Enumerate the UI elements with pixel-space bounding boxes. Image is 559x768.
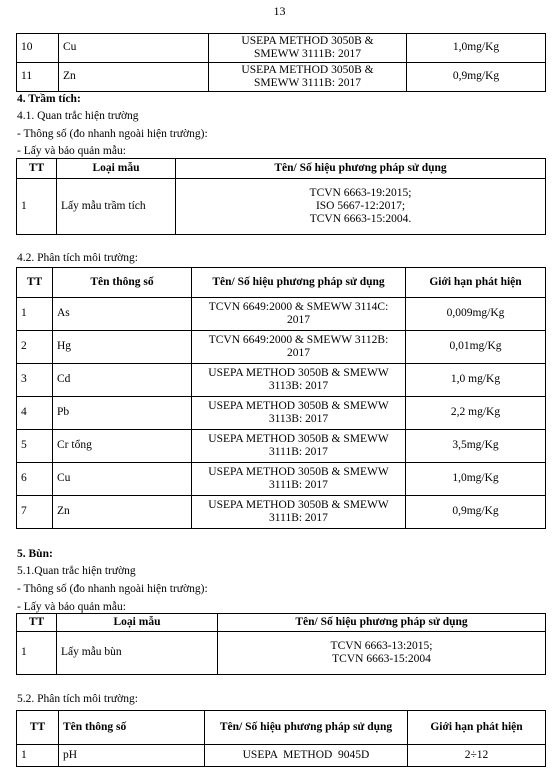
limit-cell: 1,0 mg/Kg bbox=[406, 364, 546, 397]
limit-cell: 0,9mg/Kg bbox=[407, 63, 546, 92]
tt-cell: 6 bbox=[17, 463, 53, 496]
section5-heading: 5. Bùn: bbox=[17, 548, 53, 560]
method-cell bbox=[209, 34, 407, 63]
header-param: Tên thông số bbox=[59, 711, 205, 745]
table-row bbox=[17, 463, 546, 496]
method-line: TCVN 6663-15:2004. bbox=[309, 213, 412, 226]
header-tt: TT bbox=[17, 711, 59, 745]
method-line: TCVN 6649:2000 & SMEWW 3112B: bbox=[208, 333, 389, 346]
header-limit: Giới hạn phát hiện bbox=[406, 268, 546, 298]
page-number: 13 bbox=[273, 4, 286, 18]
table-row bbox=[17, 179, 546, 235]
method-cell bbox=[209, 63, 407, 92]
section4-item2: - Lấy và bảo quản mẫu: bbox=[17, 145, 126, 157]
section4-heading: 4. Trầm tích: bbox=[17, 93, 81, 105]
header-sample-type: Loại mẫu bbox=[57, 614, 218, 632]
table-row bbox=[17, 34, 546, 63]
table-row bbox=[17, 496, 546, 529]
section5-analysis-table bbox=[16, 710, 546, 767]
table-row bbox=[17, 632, 546, 675]
method-line: 3113B: 2017 bbox=[268, 413, 329, 425]
tt-cell: 1 bbox=[17, 298, 53, 331]
method-line: TCVN 6663-13:2015; bbox=[330, 639, 433, 652]
tt-cell: 1 bbox=[17, 179, 57, 235]
table-row bbox=[17, 63, 546, 92]
section4-sub2: 4.2. Phân tích môi trường: bbox=[17, 252, 138, 264]
header-limit: Giới hạn phát hiện bbox=[408, 711, 546, 745]
header-tt: TT bbox=[17, 159, 57, 179]
method-line: TCVN 6663-15:2004 bbox=[332, 653, 431, 665]
table-row bbox=[17, 745, 546, 767]
param-cell: Cd bbox=[53, 364, 192, 397]
section5-sub2: 5.2. Phân tích môi trường: bbox=[17, 693, 138, 705]
header-method: Tên/ Số hiệu phương pháp sử dụng bbox=[192, 268, 406, 298]
param-cell: Zn bbox=[59, 63, 209, 92]
method-cell: USEPA METHOD 9045D bbox=[205, 745, 408, 767]
method-cell bbox=[192, 397, 406, 430]
limit-cell: 0,01mg/Kg bbox=[406, 331, 546, 364]
method-cell bbox=[192, 364, 406, 397]
tt-cell: 10 bbox=[17, 34, 59, 63]
method-cell bbox=[192, 463, 406, 496]
sample-type-cell: Lấy mẫu bùn bbox=[57, 632, 218, 675]
header-method: Tên/ Số hiệu phương pháp sử dụng bbox=[218, 614, 546, 632]
section4-sub1: 4.1. Quan trắc hiện trường bbox=[17, 110, 139, 122]
method-cell bbox=[192, 331, 406, 364]
limit-cell: 0,9mg/Kg bbox=[406, 496, 546, 529]
method-line: 2017 bbox=[287, 347, 310, 359]
section5-item2: - Lấy và bảo quản mẫu: bbox=[17, 601, 126, 613]
method-line: 3111B: 2017 bbox=[269, 512, 328, 524]
limit-cell: 1,0mg/Kg bbox=[406, 463, 546, 496]
header-tt: TT bbox=[17, 268, 53, 298]
limit-cell: 2÷12 bbox=[408, 745, 546, 767]
param-cell: Zn bbox=[53, 496, 192, 529]
method-line: 3111B: 2017 bbox=[269, 479, 328, 491]
header-tt: TT bbox=[17, 614, 57, 632]
section5-sampling-table bbox=[16, 613, 546, 675]
table-header-row bbox=[17, 159, 546, 179]
top-table bbox=[16, 33, 546, 92]
header-method: Tên/ Số hiệu phương pháp sử dụng bbox=[205, 711, 408, 745]
tt-cell: 1 bbox=[17, 632, 57, 675]
table-header-row bbox=[17, 711, 546, 745]
method-line: USEPA METHOD 3050B & SMEWW bbox=[208, 432, 389, 445]
method-line: USEPA METHOD 3050B & bbox=[241, 34, 374, 47]
method-line: USEPA METHOD 3050B & SMEWW bbox=[208, 465, 389, 478]
method-cell bbox=[192, 430, 406, 463]
table-row bbox=[17, 298, 546, 331]
param-cell: Hg bbox=[53, 331, 192, 364]
param-cell: As bbox=[53, 298, 192, 331]
param-cell: pH bbox=[59, 745, 205, 767]
method-line: USEPA METHOD 3050B & SMEWW bbox=[208, 498, 389, 511]
method-line: 3111B: 2017 bbox=[269, 446, 328, 458]
tt-cell: 5 bbox=[17, 430, 53, 463]
tt-cell: 2 bbox=[17, 331, 53, 364]
header-method: Tên/ Số hiệu phương pháp sử dụng bbox=[176, 159, 546, 179]
param-cell: Pb bbox=[53, 397, 192, 430]
param-cell: Cu bbox=[59, 34, 209, 63]
table-header-row bbox=[17, 268, 546, 298]
method-cell bbox=[192, 298, 406, 331]
method-line: USEPA METHOD 3050B & SMEWW bbox=[208, 366, 389, 379]
method-cell bbox=[218, 632, 546, 675]
table-row bbox=[17, 430, 546, 463]
table-row bbox=[17, 397, 546, 430]
tt-cell: 4 bbox=[17, 397, 53, 430]
section5-item1: - Thông số (đo nhanh ngoài hiện trường): bbox=[17, 583, 208, 595]
method-line: ISO 5667-12:2017; bbox=[315, 199, 406, 212]
method-line: TCVN 6649:2000 & SMEWW 3114C: bbox=[208, 300, 389, 313]
section5-sub1: 5.1.Quan trắc hiện trường bbox=[17, 565, 136, 577]
method-line: TCVN 6663-19:2015; bbox=[309, 186, 412, 199]
table-row bbox=[17, 331, 546, 364]
tt-cell: 1 bbox=[17, 745, 59, 767]
method-line: SMEWW 3111B: 2017 bbox=[254, 77, 361, 89]
sample-type-cell: Lấy mẫu trầm tích bbox=[57, 179, 176, 235]
section4-analysis-table bbox=[16, 267, 546, 529]
section4-item1: - Thông số (đo nhanh ngoài hiện trường): bbox=[17, 128, 208, 140]
tt-cell: 7 bbox=[17, 496, 53, 529]
header-param: Tên thông số bbox=[53, 268, 192, 298]
method-line: USEPA METHOD 3050B & bbox=[241, 63, 374, 76]
method-cell bbox=[192, 496, 406, 529]
section4-sampling-table bbox=[16, 158, 546, 235]
method-cell bbox=[176, 179, 546, 235]
header-sample-type: Loại mẫu bbox=[57, 159, 176, 179]
param-cell: Cu bbox=[53, 463, 192, 496]
table-header-row bbox=[17, 614, 546, 632]
limit-cell: 0,009mg/Kg bbox=[406, 298, 546, 331]
method-line: SMEWW 3111B: 2017 bbox=[254, 48, 361, 60]
param-cell: Cr tổng bbox=[53, 430, 192, 463]
method-line: 2017 bbox=[287, 314, 310, 326]
tt-cell: 11 bbox=[17, 63, 59, 92]
method-line: USEPA METHOD 3050B & SMEWW bbox=[208, 399, 389, 412]
table-row bbox=[17, 364, 546, 397]
limit-cell: 3,5mg/Kg bbox=[406, 430, 546, 463]
limit-cell: 1,0mg/Kg bbox=[407, 34, 546, 63]
limit-cell: 2,2 mg/Kg bbox=[406, 397, 546, 430]
method-line: 3113B: 2017 bbox=[268, 380, 329, 392]
tt-cell: 3 bbox=[17, 364, 53, 397]
